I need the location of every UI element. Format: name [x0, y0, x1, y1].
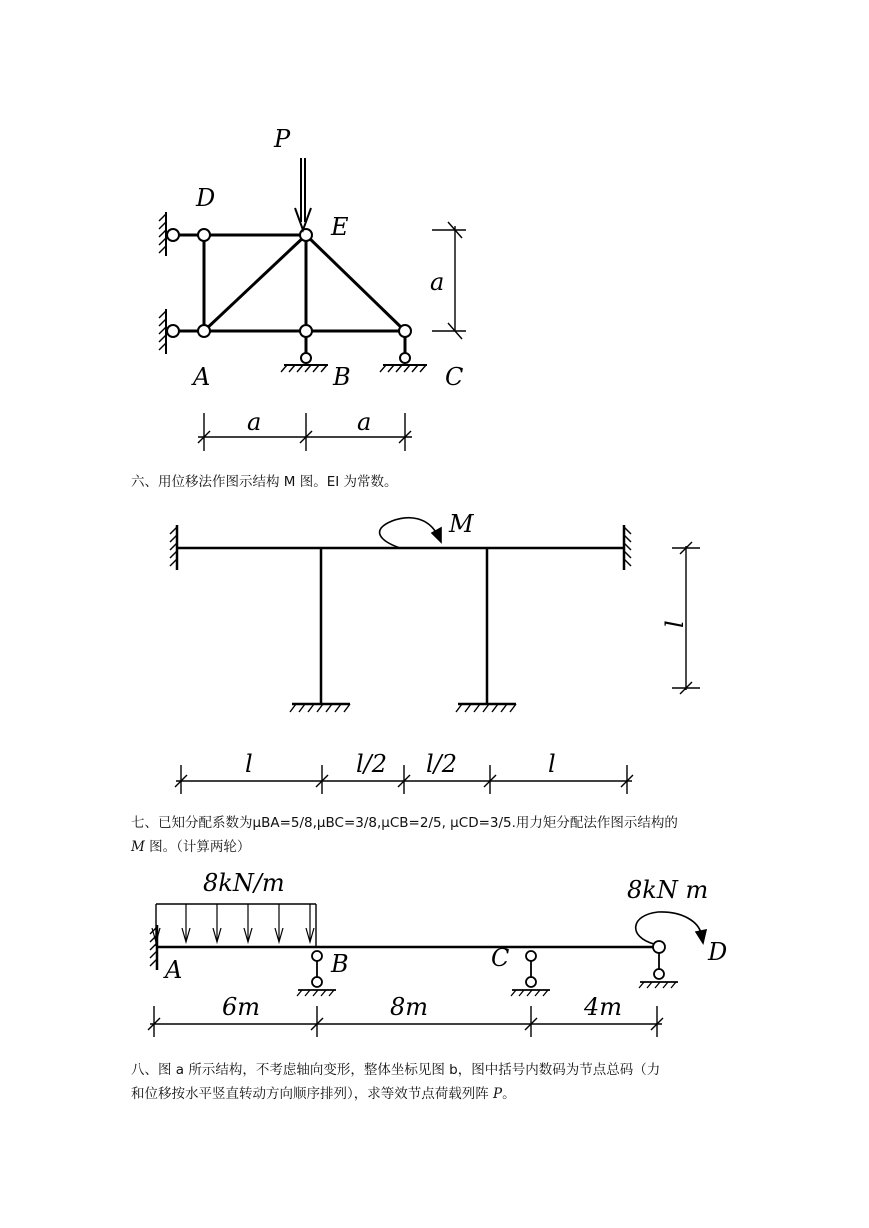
dimension-span-label-l2-1: l/2 — [356, 750, 388, 778]
wall-support-bottom — [159, 309, 166, 354]
truss-figure — [0, 0, 869, 470]
wall-support-top — [159, 212, 166, 256]
fixed-support-left — [170, 525, 177, 570]
joint-E — [300, 229, 312, 241]
node-label-E: E — [331, 213, 349, 241]
dimension-column-height-label: l — [661, 620, 689, 628]
problem-6-text — [131, 470, 751, 494]
joint-D — [198, 229, 210, 241]
node-label-D: D — [708, 938, 728, 966]
problem-8-line-2-end: 。 — [502, 1086, 516, 1102]
ground-support-B — [281, 365, 328, 372]
node-label-D: D — [196, 184, 216, 212]
node-label-C: C — [445, 363, 464, 391]
load-label-P: P — [274, 125, 291, 153]
moment-arrow-D — [636, 912, 706, 944]
fixed-support-right — [624, 525, 631, 570]
load-arrow-P — [295, 158, 311, 230]
problem-7-var-M: M — [131, 839, 145, 855]
dimension-label-8m: 8m — [390, 993, 429, 1021]
frame-figure — [0, 500, 869, 800]
problem-8-line-2-text: 和位移按水平竖直转动方向顺序排列），求等效节点荷载列阵 — [131, 1086, 494, 1102]
problem-7-line-2-rest: 图。（计算两轮） — [144, 839, 251, 855]
moment-label-8kNm: 8kN m — [627, 876, 709, 904]
dimension-column-height — [672, 542, 700, 694]
dimension-span — [198, 413, 412, 451]
joint-C — [399, 325, 411, 337]
dimension-label-4m: 4m — [584, 993, 623, 1021]
dimension-span-label-l2-2: l/2 — [426, 750, 458, 778]
dimension-span-label-l-1: l — [245, 750, 253, 778]
joint-B-support — [301, 353, 311, 363]
dimension-span-label-1: a — [247, 408, 262, 436]
dimension-span-label-2: a — [357, 408, 372, 436]
truss-members — [173, 235, 405, 356]
roller-support-C — [511, 951, 550, 996]
problem-7-line-2 — [131, 835, 751, 859]
distributed-load — [152, 904, 316, 946]
fixed-base-left — [290, 704, 350, 712]
moment-arrow-M — [380, 518, 441, 548]
joint-B-top — [300, 325, 312, 337]
continuous-beam-figure — [0, 860, 869, 1050]
joint-wall-top — [167, 229, 179, 241]
problem-8-text — [131, 1058, 751, 1106]
joint-wall-bottom — [167, 325, 179, 337]
dimension-span-label-l-2: l — [548, 750, 556, 778]
dimension-label-6m: 6m — [222, 993, 261, 1021]
node-label-C: C — [491, 944, 510, 972]
node-label-A: A — [193, 363, 211, 391]
problem-7-text — [131, 811, 751, 859]
node-label-B: B — [331, 950, 349, 978]
node-label-A: A — [165, 956, 183, 984]
joint-A — [198, 325, 210, 337]
ground-support-C — [380, 365, 427, 372]
dimension-beam-spans — [175, 765, 633, 794]
fixed-base-right — [456, 704, 516, 712]
problem-8-line-2 — [131, 1082, 751, 1106]
dimension-height-label: a — [430, 268, 445, 296]
problem-8-var-P: P — [493, 1086, 503, 1102]
moment-label-M: M — [449, 510, 474, 538]
joint-C-support — [400, 353, 410, 363]
distributed-load-label: 8kN/m — [203, 869, 285, 897]
node-label-B: B — [333, 363, 351, 391]
problem-6-statement: 六、用位移法作图示结构 M 图。EI 为常数。 — [131, 474, 398, 490]
problem-8-line-1: 八、图 a 所示结构，不考虑轴向变形，整体坐标见图 b，图中括号内数码为节点总码（力 — [131, 1062, 661, 1078]
problem-7-line-1: 七、已知分配系数为μBA=5/8,μBC=3/8,μCB=2/5, μCD=3/5.用力矩分配法作图示结构的 — [131, 815, 678, 831]
